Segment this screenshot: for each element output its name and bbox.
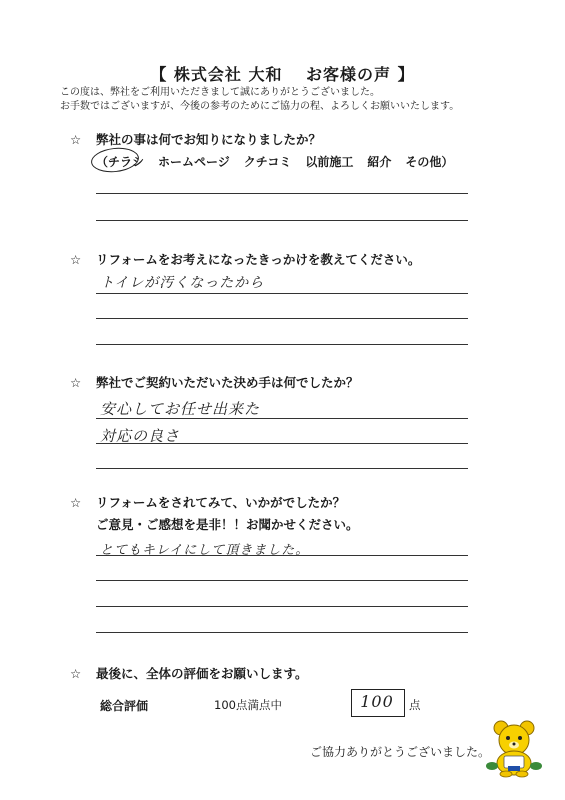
- answer-line: [96, 606, 468, 607]
- answer-line: [96, 580, 468, 581]
- option-previous-work: 以前施工: [305, 155, 354, 169]
- bear-mascot-icon: [484, 716, 546, 778]
- star-icon: ☆: [70, 252, 82, 267]
- answer-line: [96, 632, 468, 633]
- option-chirashi: チラシ: [108, 155, 145, 169]
- handwritten-answer-2: トイレが汚くなったから: [100, 275, 265, 291]
- overall-rating-label: 総合評価: [100, 699, 149, 713]
- handwritten-answer-4: とてもキレイにして頂きました。: [100, 543, 310, 558]
- option-other: その他）: [405, 155, 454, 169]
- star-icon: ☆: [70, 375, 82, 390]
- question-3-text: 弊社でご契約いただいた決め手は何でしたか？: [96, 375, 359, 390]
- score-value: 100: [360, 692, 394, 711]
- answer-line: [96, 193, 468, 194]
- answer-line: [96, 318, 468, 319]
- question-4-text-2: ご意見・ご感想を是非！！お聞かせください。: [96, 517, 359, 532]
- option-kuchikomi: クチコミ: [243, 155, 292, 169]
- question-1-text: 弊社の事は何でお知りになりましたか？: [96, 132, 322, 147]
- answer-line: [96, 555, 468, 556]
- question-4-text-1: リフォームをされてみて、いかがでしたか？: [96, 495, 346, 510]
- answer-line: [96, 418, 468, 419]
- scale-label: 100点満点中: [214, 698, 282, 712]
- question-2: [70, 250, 420, 268]
- question-5-text: 最後に、全体の評価をお願いします。: [96, 666, 308, 681]
- question-4-line-2: [96, 515, 359, 533]
- intro-line-1: この度は、弊社をご利用いただきまして誠にありがとうございました。: [60, 87, 380, 98]
- answer-line: [96, 468, 468, 469]
- question-2-text: リフォームをお考えになったきっかけを教えてください。: [96, 252, 421, 267]
- answer-line: [96, 443, 468, 444]
- question-5: [70, 664, 308, 682]
- score-unit: 点: [409, 698, 421, 712]
- option-referral: 紹介: [367, 155, 392, 169]
- handwritten-answer-3b: 対応の良さ: [100, 427, 181, 445]
- question-4: [70, 493, 345, 511]
- open-paren: （: [96, 155, 109, 169]
- source-options: [96, 153, 467, 170]
- page-title: 【 株式会社 大和 お客様の声 】: [150, 65, 415, 84]
- question-1: [70, 130, 321, 148]
- answer-line: [96, 344, 468, 345]
- option-homepage: ホームページ: [158, 155, 230, 169]
- star-icon: ☆: [70, 666, 82, 681]
- thanks-message: ご協力ありがとうございました。: [310, 745, 491, 759]
- star-icon: ☆: [70, 495, 82, 510]
- question-3: [70, 373, 359, 391]
- star-icon: ☆: [70, 132, 82, 147]
- selected-option-circle: [90, 146, 140, 175]
- handwritten-answer-3a: 安心してお任せ出来た: [100, 400, 261, 418]
- answer-line: [96, 293, 468, 294]
- intro-line-2: お手数ではございますが、今後の参考のためにご協力の程、よろしくお願いいたします。: [60, 101, 460, 112]
- answer-line: [96, 220, 468, 221]
